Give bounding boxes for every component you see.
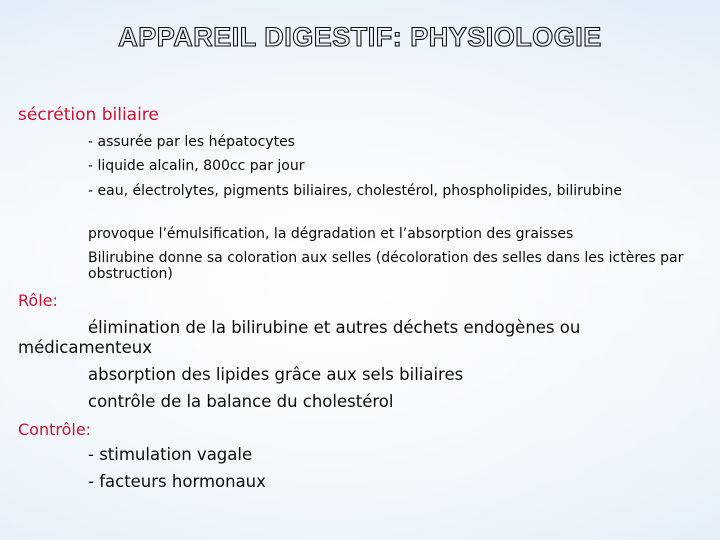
secretion-line-5: Bilirubine donne sa coloration aux selles (décoloration des selles dans les ictères par obstruction) [88, 250, 684, 282]
secretion-line-4: provoque l’émulsification, la dégradation et l’absorption des graisses [88, 226, 574, 242]
secretion-line-2: - liquide alcalin, 800cc par jour [88, 158, 305, 174]
role-line-1-continued: médicamenteux [18, 338, 152, 357]
role-line-3: contrôle de la balance du cholestérol [88, 392, 394, 411]
controle-line-1: - stimulation vagale [88, 445, 253, 464]
controle-heading: Contrôle: [18, 420, 92, 439]
role-line-1: élimination de la bilirubine et autres déchets endogènes ou [88, 318, 581, 337]
secretion-line-3: - eau, électrolytes, pigments biliaires, cholestérol, phospholipides, bilirubine [88, 183, 623, 199]
secretion-line-1: - assurée par les hépatocytes [88, 134, 295, 150]
slide-title: APPAREIL DIGESTIF: PHYSIOLOGIE [118, 22, 602, 52]
role-heading: Rôle: [18, 291, 58, 310]
role-line-2: absorption des lipides grâce aux sels biliaires [88, 365, 464, 384]
controle-line-2: - facteurs hormonaux [88, 472, 266, 491]
secretion-heading: sécrétion biliaire [18, 105, 159, 125]
